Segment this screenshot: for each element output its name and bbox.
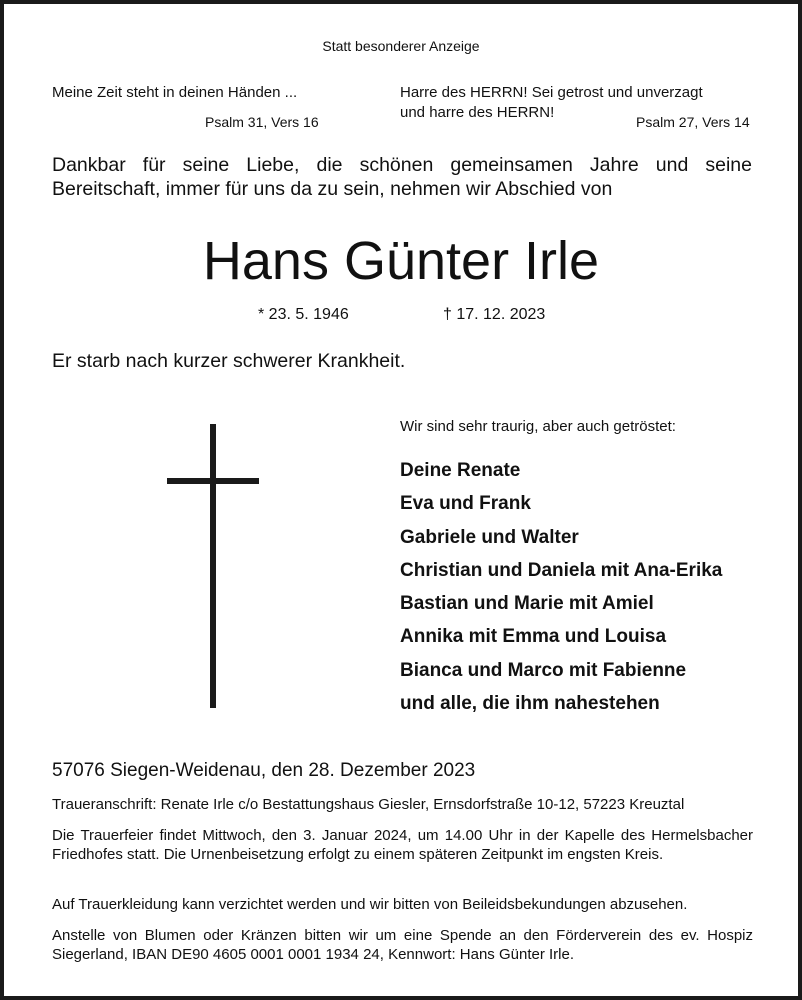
cross-vertical-bar bbox=[210, 424, 216, 708]
mourners-list bbox=[400, 454, 722, 720]
verse-right-reference: Psalm 27, Vers 14 bbox=[636, 114, 750, 130]
mourner-item: und alle, die ihm nahestehen bbox=[400, 693, 660, 715]
verse-left: Meine Zeit steht in deinen Händen ... bbox=[52, 84, 298, 101]
verse-left-reference: Psalm 31, Vers 16 bbox=[205, 114, 319, 130]
mourner-item: Eva und Frank bbox=[400, 493, 531, 515]
mourner-item: Bastian und Marie mit Amiel bbox=[400, 593, 654, 615]
mourners-intro: Wir sind sehr traurig, aber auch getröstet: bbox=[400, 418, 676, 435]
place-and-date: 57076 Siegen-Weidenau, den 28. Dezember 2023 bbox=[52, 760, 476, 781]
deceased-name: Hans Günter Irle bbox=[202, 231, 600, 291]
mourner-item: Christian und Daniela mit Ana-Erika bbox=[400, 559, 723, 581]
death-date: † 17. 12. 2023 bbox=[443, 306, 546, 323]
mourner-item: Bianca und Marco mit Fabienne bbox=[400, 659, 687, 681]
mourning-address: Traueranschrift: Renate Irle c/o Bestattungshaus Giesler, Ernsdorfstraße 10-12, 57223 Kreuztal bbox=[52, 796, 685, 813]
cross-horizontal-bar bbox=[167, 478, 259, 484]
birth-date: * 23. 5. 1946 bbox=[258, 306, 349, 323]
notice-header: Statt besonderer Anzeige bbox=[322, 38, 480, 54]
illness-note: Er starb nach kurzer schwerer Krankheit. bbox=[52, 350, 406, 372]
clothing-note: Auf Trauerkleidung kann verzichtet werden und wir bitten von Beileidsbekundungen abzusehen. bbox=[52, 896, 688, 913]
verse-right-line-1: Harre des HERRN! Sei getrost und unverzagt bbox=[400, 84, 703, 101]
donation-note: Anstelle von Blumen oder Kränzen bitten wir um eine Spende an den Förderverein des ev. Hospiz Siegerland, IBAN DE90 4605 0001 0001 1934 24, Kennwort: Hans Günter Irle. bbox=[52, 927, 753, 963]
verse-right-line-2: und harre des HERRN! bbox=[400, 104, 555, 121]
mourner-item: Deine Renate bbox=[400, 460, 521, 481]
mourner-item: Gabriele und Walter bbox=[400, 526, 579, 548]
intro-text: Dankbar für seine Liebe, die schönen gemeinsamen Jahre und seine Bereitschaft, immer für uns da zu sein, nehmen wir Abschied von bbox=[52, 154, 752, 200]
ceremony-info: Die Trauerfeier findet Mittwoch, den 3. Januar 2024, um 14.00 Uhr in der Kapelle des Hermelsbacher Friedhofes statt. Die Urnenbeisetzung erfolgt zu einem späteren Zeitpunkt im engsten Kreis. bbox=[52, 827, 753, 863]
mourner-item: Annika mit Emma und Louisa bbox=[400, 626, 667, 648]
